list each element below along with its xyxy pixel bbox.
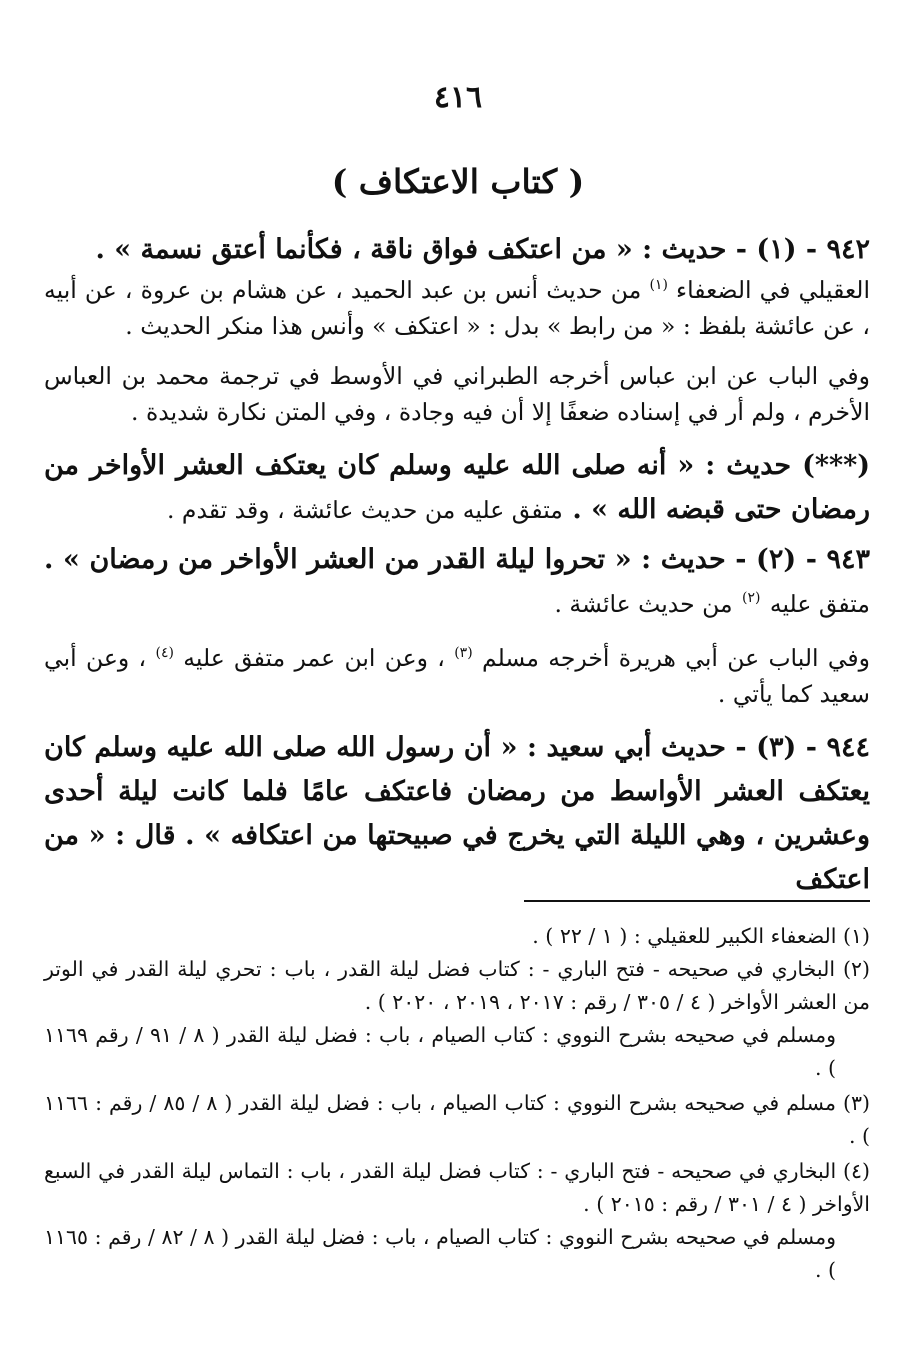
hadith-943-text-1: متفق عليه bbox=[769, 590, 870, 618]
hadith-942-text-1: العقيلي في الضعفاء bbox=[676, 276, 870, 304]
footnote-1: (١) الضعفاء الكبير للعقيلي : ( ١ / ٢٢ ) . bbox=[532, 924, 870, 948]
hadith-943-text-2: من حديث عائشة . bbox=[554, 590, 733, 618]
footnote-ref-3[interactable]: (٣) bbox=[454, 645, 473, 662]
footnote-separator bbox=[524, 900, 870, 902]
main-text bbox=[44, 228, 870, 902]
hadith-944-heading: ٩٤٤ - (٣) - حديث أبي سعيد : « أن رسول الله صلى الله عليه وسلم كان يعتكف العشر الأواسط من رمضان فاعتكف عامًا فلما كانت ليلة أحدى وعشرين ، وهي الليلة التي يخرج في صبيحتها من اعتكافه » . قال : « من اعتكف bbox=[44, 732, 871, 895]
bab2-text-1: وفي الباب عن أبي هريرة أخرجه مسلم bbox=[482, 644, 870, 672]
bab-ibn-abbas-paragraph: وفي الباب عن ابن عباس أخرجه الطبراني في الأوسط في ترجمة محمد بن العباس الأخرم ، ولم أر في إسناده ضعفًا إلا أن فيه وجادة ، وفي المتن نكارة شديدة . bbox=[44, 362, 870, 426]
bab2-text-2: ، وعن ابن عمر متفق عليه bbox=[183, 644, 445, 672]
footnote-ref-1[interactable]: (١) bbox=[649, 277, 668, 294]
footnote-3: (٣) مسلم في صحيحه بشرح النووي : كتاب الصيام ، باب : فضل ليلة القدر ( ٨ / ٨٥ / رقم : ١١٦٦ ) . bbox=[44, 1091, 870, 1148]
footnote-2-continuation: ومسلم في صحيحه بشرح النووي : كتاب الصيام ، باب : فضل ليلة القدر ( ٨ / ٩١ / رقم ١١٦٩ ) . bbox=[44, 1023, 836, 1080]
hadith-extra bbox=[44, 444, 870, 532]
hadith-943-heading: ٩٤٣ - (٢) - حديث : « تحروا ليلة القدر من العشر الأواخر من رمضان » . bbox=[44, 544, 871, 575]
bab-abu-hurayra-paragraph bbox=[44, 640, 870, 712]
chapter-title: ( كتاب الاعتكاف ) bbox=[331, 162, 585, 201]
page-number: ٤١٦ bbox=[433, 80, 483, 115]
hadith-942-text-2: من حديث أنس بن عبد الحميد ، عن هشام بن عروة ، عن أبيه ، عن عائشة بلفظ : « من رابط » بدل : « اعتكف » وأنس هذا منكر الحديث . bbox=[44, 276, 870, 340]
hadith-extra-takhrij: متفق عليه من حديث عائشة ، وقد تقدم . bbox=[166, 496, 563, 524]
footnote-4: (٤) البخاري في صحيحه - فتح الباري - : كتاب فضل ليلة القدر ، باب : التماس ليلة القدر في السبع الأواخر ( ٤ / ٣٠١ / رقم : ٢٠١٥ ) . bbox=[44, 1159, 870, 1216]
hadith-942-commentary bbox=[44, 272, 870, 344]
bab2-text-3: ، وعن أبي سعيد كما يأتي . bbox=[44, 644, 870, 708]
hadith-942-heading: ٩٤٢ - (١) - حديث : « من اعتكف فواق ناقة ، فكأنما أعتق نسمة » . bbox=[95, 234, 870, 265]
footnote-ref-2[interactable]: (٢) bbox=[741, 590, 761, 606]
footnote-2: (٢) البخاري في صحيحه - فتح الباري - : كتاب فضل ليلة القدر ، باب : تحري ليلة القدر في الوتر من العشر الأواخر ( ٤ / ٣٠٥ / رقم : ٢٠١٧ ، ٢٠١٩ ، ٢٠٢٠ ) . bbox=[44, 957, 870, 1014]
hadith-extra-heading: (***) حديث : « أنه صلى الله عليه وسلم كان يعتكف العشر الأواخر من رمضان حتى قبضه الله » . bbox=[44, 450, 870, 525]
footnotes bbox=[44, 920, 870, 1287]
footnote-4-continuation: ومسلم في صحيحه بشرح النووي : كتاب الصيام ، باب : فضل ليلة القدر ( ٨ / ٨٢ / رقم : ١١٦٥ ) . bbox=[44, 1225, 836, 1282]
hadith-943 bbox=[44, 538, 870, 626]
footnote-ref-4[interactable]: (٤) bbox=[155, 645, 174, 662]
